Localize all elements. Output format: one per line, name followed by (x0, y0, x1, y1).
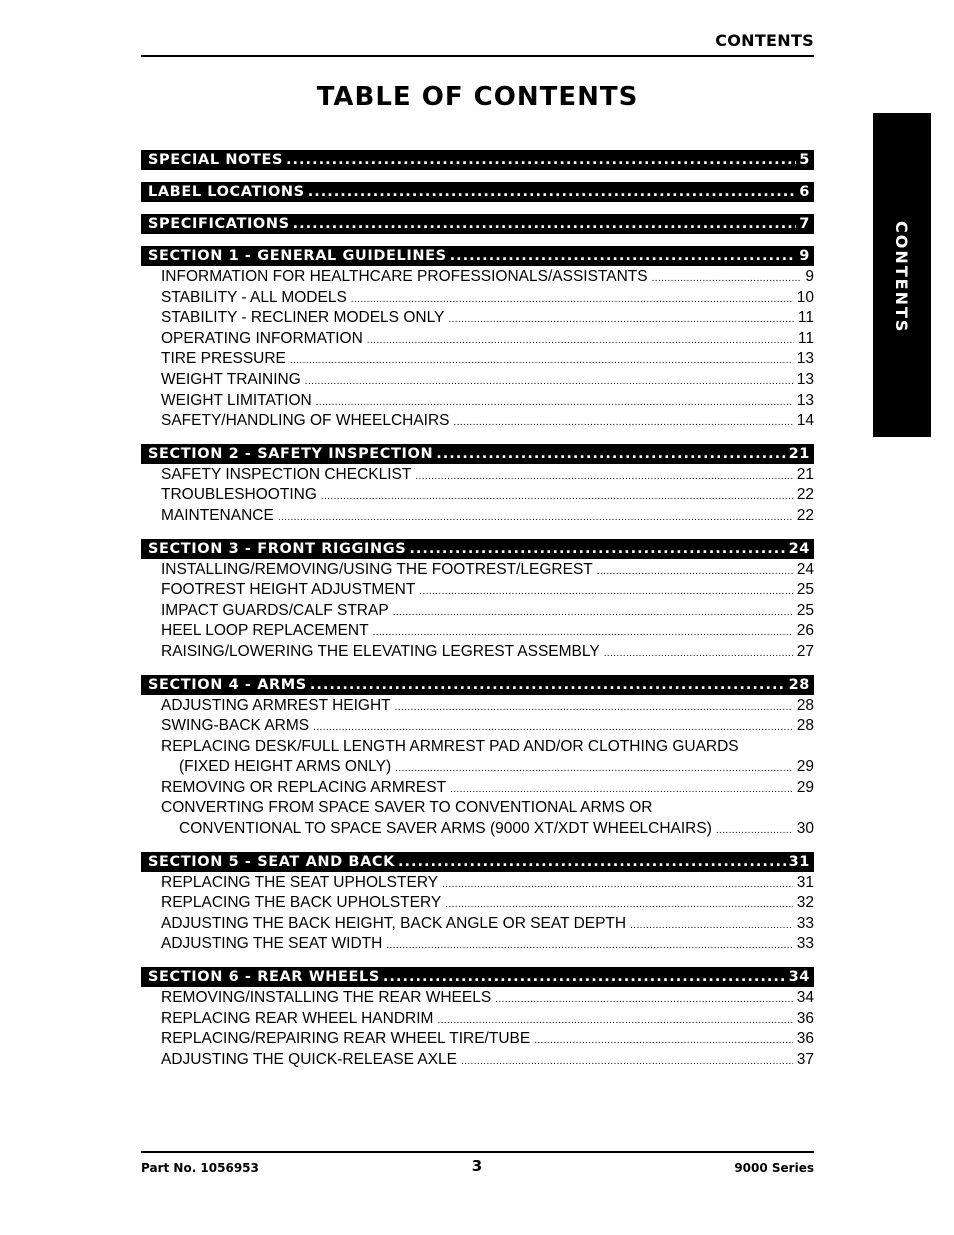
dot-leader (398, 852, 786, 872)
section-title: LABEL LOCATIONS (148, 184, 305, 200)
entry-title: REMOVING OR REPLACING ARMREST (161, 778, 447, 796)
entry-title: ADJUSTING THE BACK HEIGHT, BACK ANGLE OR SEAT DEPTH (161, 914, 627, 932)
entry-page-number: 29 (796, 778, 814, 796)
entry-page-number: 30 (796, 820, 814, 838)
entry-title: IMPACT GUARDS/CALF STRAP (161, 601, 389, 619)
dot-leader (313, 718, 793, 737)
toc-entry[interactable] (141, 798, 814, 819)
dot-leader (395, 698, 793, 717)
section-title: SPECIFICATIONS (148, 216, 290, 232)
section-page-number: 7 (799, 216, 810, 232)
dot-leader (436, 444, 785, 464)
footer-part-number: Part No. 1056953 (141, 1161, 259, 1175)
entry-title-continuation: CONVENTIONAL TO SPACE SAVER ARMS (9000 XT/XDT WHEELCHAIRS) (179, 820, 712, 838)
entry-page-number: 37 (796, 1050, 814, 1068)
entry-title: WEIGHT TRAINING (161, 370, 301, 388)
toc-entries (141, 464, 814, 527)
toc-section-heading[interactable] (141, 675, 814, 695)
toc-section (141, 182, 814, 202)
dot-leader (450, 780, 793, 799)
dot-leader (305, 372, 793, 391)
entry-title: SAFETY INSPECTION CHECKLIST (161, 465, 412, 483)
entry-page-number: 11 (797, 329, 814, 347)
running-header: CONTENTS (715, 31, 814, 50)
entry-page-number: 28 (796, 717, 814, 735)
section-page-number: 34 (788, 969, 810, 986)
toc-section-heading[interactable] (141, 539, 814, 559)
footer-page-number: 3 (471, 1157, 483, 1175)
entry-page-number: 9 (805, 268, 814, 285)
section-page-number: 31 (788, 853, 810, 870)
dot-leader (386, 936, 792, 955)
entry-page-number: 13 (796, 391, 814, 409)
dot-leader (293, 214, 797, 234)
section-page-number: 5 (799, 152, 810, 168)
entry-page-number: 21 (796, 465, 814, 483)
toc-entry[interactable] (141, 560, 814, 581)
toc-entry[interactable] (141, 411, 814, 432)
dot-leader (373, 623, 793, 642)
entry-title: STABILITY - RECLINER MODELS ONLY (161, 309, 445, 327)
toc-entry[interactable] (141, 1029, 814, 1050)
section-title: SECTION 3 - FRONT RIGGINGS (148, 540, 407, 557)
dot-leader (278, 508, 793, 527)
dot-leader (630, 916, 793, 935)
header-rule (141, 55, 814, 57)
entry-page-number: 25 (796, 601, 814, 619)
dot-leader (716, 821, 793, 840)
toc-entry[interactable] (141, 716, 814, 737)
toc-section (141, 444, 814, 527)
section-title: SPECIAL NOTES (148, 152, 284, 168)
section-title: SECTION 5 - SEAT AND BACK (148, 853, 395, 870)
dot-leader (461, 1052, 793, 1071)
entry-page-number: 34 (796, 989, 814, 1007)
toc-entry[interactable] (141, 601, 814, 622)
toc-entry[interactable] (141, 349, 814, 370)
entry-page-number: 36 (796, 1009, 814, 1027)
section-title: SECTION 2 - SAFETY INSPECTION (148, 445, 434, 462)
entry-title: ADJUSTING THE SEAT WIDTH (161, 935, 383, 953)
toc-entry[interactable] (141, 988, 814, 1009)
dot-leader (454, 413, 793, 432)
dot-leader (597, 562, 793, 581)
toc-entry[interactable] (141, 391, 814, 412)
entry-title: REPLACING/REPAIRING REAR WHEEL TIRE/TUBE (161, 1030, 531, 1048)
entry-page-number: 22 (796, 486, 814, 504)
toc-section-heading[interactable] (141, 150, 814, 170)
entry-title: REPLACING THE BACK UPHOLSTERY (161, 894, 442, 912)
dot-leader (367, 331, 794, 350)
toc-section-heading[interactable] (141, 214, 814, 234)
section-spacer (141, 840, 814, 852)
toc-entry[interactable] (141, 308, 814, 329)
toc-section-heading[interactable] (141, 852, 814, 872)
toc-section-heading[interactable] (141, 444, 814, 464)
dot-leader (383, 967, 786, 987)
dot-leader (308, 182, 797, 202)
section-page-number: 21 (788, 445, 810, 462)
toc-entry[interactable] (141, 621, 814, 642)
section-spacer (141, 234, 814, 246)
toc-entry[interactable] (141, 267, 814, 288)
section-spacer (141, 955, 814, 967)
entry-page-number: 10 (796, 288, 814, 306)
entry-page-number: 31 (796, 873, 814, 891)
dot-leader (604, 644, 793, 663)
entry-page-number: 22 (796, 506, 814, 524)
toc-entry-continuation[interactable] (141, 819, 814, 840)
toc-entry[interactable] (141, 778, 814, 799)
entry-title: TROUBLESHOOTING (161, 486, 317, 504)
dot-leader (445, 895, 793, 914)
toc-section-heading[interactable] (141, 967, 814, 987)
footer-series: 9000 Series (734, 1161, 814, 1175)
entry-title: HEEL LOOP REPLACEMENT (161, 622, 369, 640)
dot-leader (316, 393, 793, 412)
toc-entry[interactable] (141, 465, 814, 486)
toc-entry[interactable] (141, 737, 814, 758)
entry-title: INFORMATION FOR HEALTHCARE PROFESSIONALS/ASSISTANTS (161, 268, 648, 285)
entry-title: FOOTREST HEIGHT ADJUSTMENT (161, 581, 416, 599)
dot-leader (395, 759, 793, 778)
toc-entry[interactable] (141, 642, 814, 663)
section-title: SECTION 6 - REAR WHEELS (148, 969, 380, 986)
toc-section (141, 852, 814, 955)
toc-entry[interactable] (141, 914, 814, 935)
dot-leader (310, 675, 786, 695)
entry-title-continuation: (FIXED HEIGHT ARMS ONLY) (179, 758, 392, 776)
toc-section (141, 967, 814, 1070)
toc-entry[interactable] (141, 288, 814, 309)
toc-entries (141, 987, 814, 1070)
entry-page-number: 28 (796, 696, 814, 714)
dot-leader (419, 582, 792, 601)
section-page-number: 28 (788, 676, 810, 693)
entry-title: WEIGHT LIMITATION (161, 391, 312, 409)
dot-leader (351, 290, 793, 309)
toc-entry[interactable] (141, 873, 814, 894)
toc-section (141, 150, 814, 170)
entry-page-number: 26 (796, 622, 814, 640)
section-page-number: 6 (799, 184, 810, 200)
entry-title: SWING-BACK ARMS (161, 717, 310, 735)
dot-leader (652, 269, 802, 288)
entry-page-number: 32 (796, 894, 814, 912)
entry-title: REPLACING DESK/FULL LENGTH ARMREST PAD AND/OR CLOTHING GUARDS (161, 737, 739, 755)
toc-entry[interactable] (141, 370, 814, 391)
toc-entry-continuation[interactable] (141, 757, 814, 778)
toc-entry[interactable] (141, 329, 814, 350)
section-spacer (141, 432, 814, 444)
dot-leader (321, 487, 793, 506)
toc-entry[interactable] (141, 1050, 814, 1071)
toc-entries (141, 559, 814, 663)
entry-page-number: 14 (796, 412, 814, 430)
toc-section-heading[interactable] (141, 182, 814, 202)
entry-page-number: 36 (796, 1030, 814, 1048)
entry-title: STABILITY - ALL MODELS (161, 288, 347, 306)
toc-entry[interactable] (141, 934, 814, 955)
entry-title: ADJUSTING THE QUICK-RELEASE AXLE (161, 1050, 458, 1068)
entry-page-number: 33 (796, 935, 814, 953)
toc-entries (141, 695, 814, 840)
entry-page-number: 13 (796, 350, 814, 368)
section-title: SECTION 1 - GENERAL GUIDELINES (148, 248, 447, 264)
toc-entry[interactable] (141, 893, 814, 914)
entry-title: SAFETY/HANDLING OF WHEELCHAIRS (161, 412, 450, 430)
dot-leader (450, 246, 797, 266)
entry-page-number: 27 (796, 642, 814, 660)
toc-entry[interactable] (141, 580, 814, 601)
toc-section-heading[interactable] (141, 246, 814, 266)
section-title: SECTION 4 - ARMS (148, 676, 307, 693)
footer-rule (141, 1151, 814, 1153)
dot-leader (393, 603, 793, 622)
entry-title: MAINTENANCE (161, 506, 274, 524)
dot-leader (415, 467, 792, 486)
page-title: TABLE OF CONTENTS (316, 82, 639, 112)
section-spacer (141, 170, 814, 182)
toc-entry[interactable] (141, 1009, 814, 1030)
toc-section (141, 246, 814, 432)
dot-leader (437, 1011, 792, 1030)
dot-leader (442, 875, 793, 894)
entry-title: OPERATING INFORMATION (161, 329, 363, 347)
dot-leader (495, 990, 793, 1009)
entry-title: INSTALLING/REMOVING/USING THE FOOTREST/LEGREST (161, 560, 593, 578)
dot-leader (534, 1031, 793, 1050)
dot-leader (286, 150, 796, 170)
table-of-contents (141, 150, 814, 1070)
entry-page-number: 11 (797, 309, 814, 327)
toc-section (141, 675, 814, 840)
entry-title: REMOVING/INSTALLING THE REAR WHEELS (161, 989, 492, 1007)
toc-section (141, 539, 814, 663)
section-spacer (141, 663, 814, 675)
side-tab (873, 113, 931, 437)
section-page-number: 9 (799, 248, 810, 264)
toc-entry[interactable] (141, 696, 814, 717)
entry-title: TIRE PRESSURE (161, 350, 286, 368)
entry-title: CONVERTING FROM SPACE SAVER TO CONVENTIONAL ARMS OR (161, 799, 653, 817)
toc-section (141, 214, 814, 234)
toc-entries (141, 872, 814, 955)
section-page-number: 24 (788, 540, 810, 557)
dot-leader (290, 351, 793, 370)
entry-page-number: 13 (796, 370, 814, 388)
entry-title: RAISING/LOWERING THE ELEVATING LEGREST ASSEMBLY (161, 642, 600, 660)
entry-page-number: 29 (796, 758, 814, 776)
entry-title: REPLACING THE SEAT UPHOLSTERY (161, 873, 439, 891)
entry-title: REPLACING REAR WHEEL HANDRIM (161, 1009, 434, 1027)
entry-page-number: 33 (796, 914, 814, 932)
toc-entry[interactable] (141, 506, 814, 527)
section-spacer (141, 527, 814, 539)
entry-title: ADJUSTING ARMREST HEIGHT (161, 696, 391, 714)
entry-page-number: 24 (796, 560, 814, 578)
toc-entry[interactable] (141, 485, 814, 506)
dot-leader (448, 310, 794, 329)
section-spacer (141, 202, 814, 214)
entry-page-number: 25 (796, 581, 814, 599)
toc-entries (141, 266, 814, 432)
side-tab-label: CONTENTS (892, 221, 911, 334)
dot-leader (409, 539, 785, 559)
